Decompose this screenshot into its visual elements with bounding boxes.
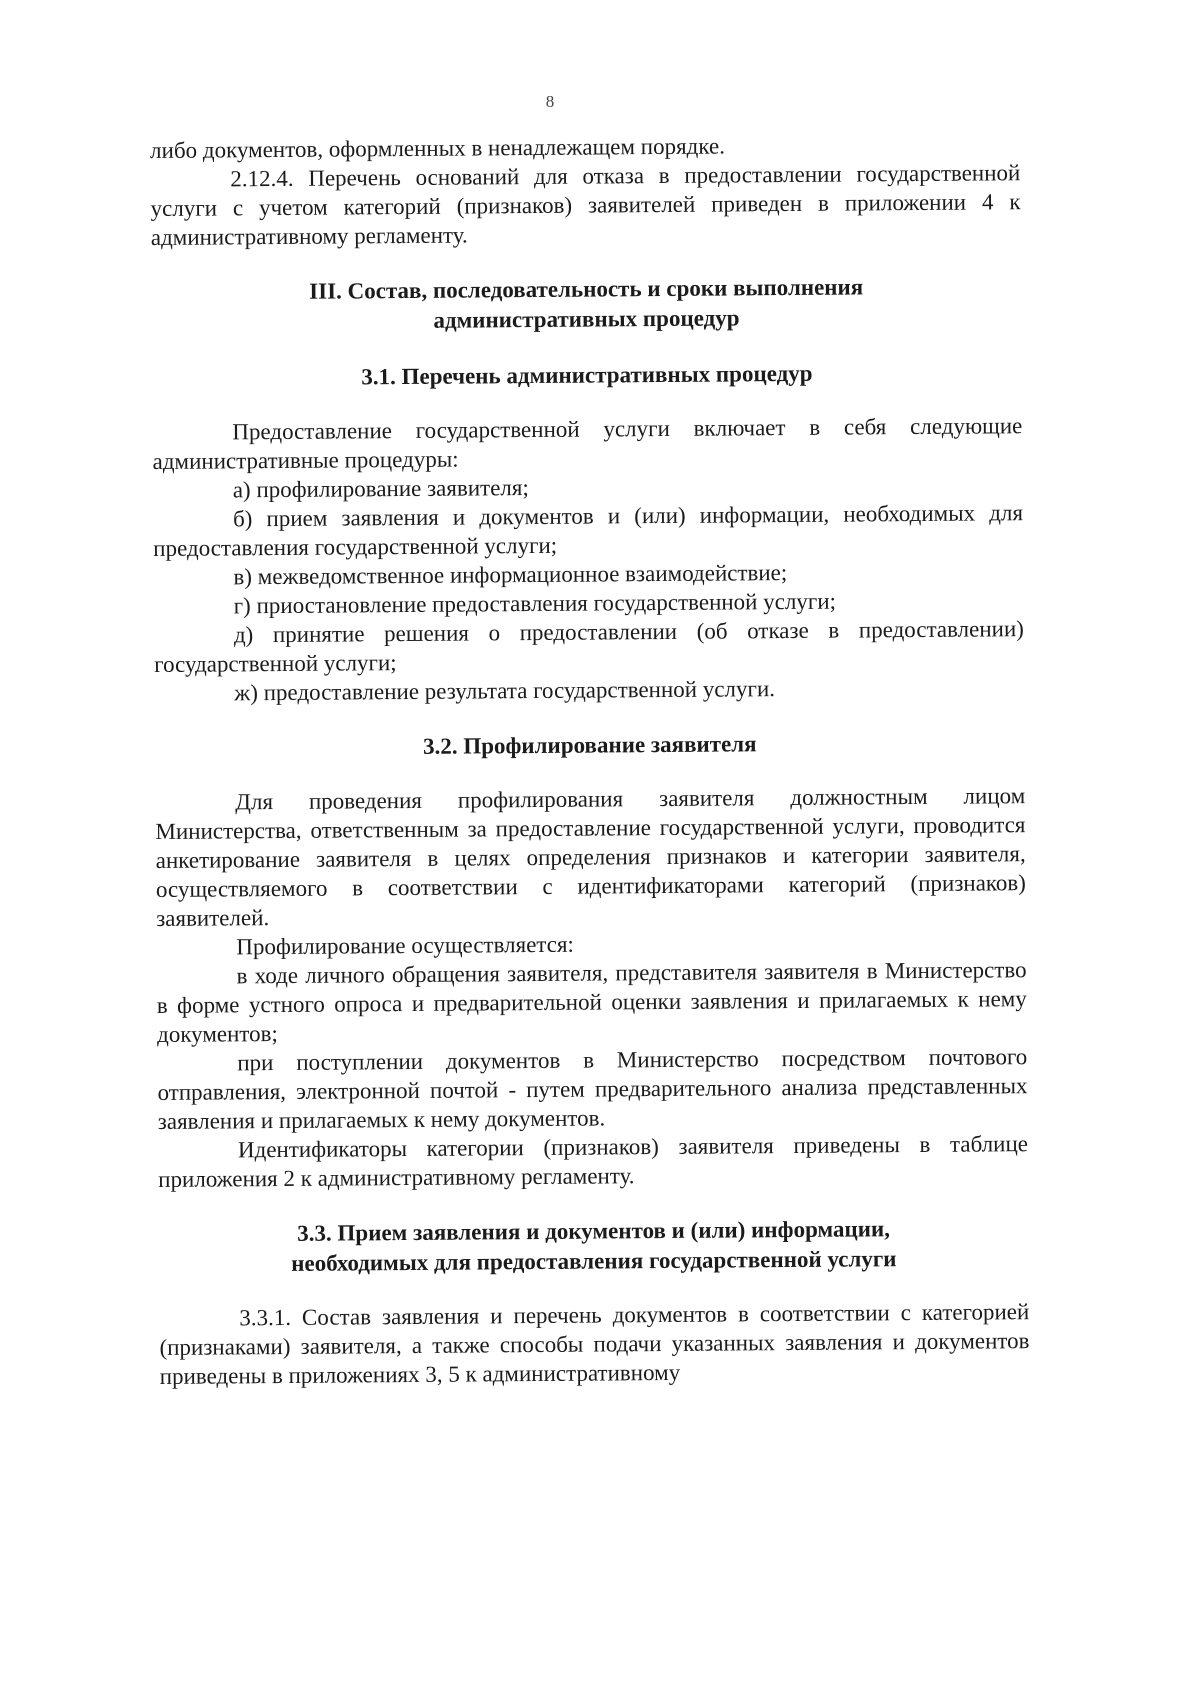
- section-3-3-heading: [159, 1213, 1029, 1280]
- section-3-2-paragraph-1: Для проведения профилирования заявителя должностным лицом Министерства, ответственным за предоставление государственной услуги, проводится анкетирование заявителя в целях определения признаков и категории заявителя, осуществляемого в соответствии с идентификаторами категорий (признаков) заявителей.: [155, 783, 1026, 931]
- section-3-heading: [151, 271, 1021, 338]
- section-3-2-paragraph-5: Идентификаторы категории (признаков) заявителя приведены в таблице приложения 2 к административному регламенту.: [158, 1131, 1029, 1192]
- section-3-1-body: [152, 411, 1024, 708]
- section-3-title-line-1: III. Состав, последовательность и сроки выполнения: [309, 274, 864, 304]
- section-3-2-paragraph-2: Профилирование осуществляется:: [236, 931, 574, 960]
- paragraph-2-12-4: 2.12.4. Перечень оснований для отказа в предоставлении государственной услуги с учетом категорий (признаков) заявителей приведен в приложении 4 к административному регламенту.: [150, 160, 1021, 250]
- section-3-3-title-line-1: 3.3. Прием заявления и документов и (или) информации,: [297, 1216, 891, 1246]
- section-3-1-intro: Предоставление государственной услуги включает в себя следующие административные процедуры:: [152, 413, 1023, 474]
- list-item-v: в) межведомственное информационное взаимодействие;: [233, 560, 788, 590]
- section-3-1-title: 3.1. Перечень административных процедур: [361, 360, 813, 390]
- section-3-3-title-line-2: необходимых для предоставления государственной услуги: [291, 1246, 897, 1276]
- paragraph-continuation: либо документов, оформленных в ненадлежащем порядке.: [150, 133, 725, 163]
- list-item-g: г) приостановление предоставления государственной услуги;: [233, 588, 837, 619]
- list-item-a: а) профилирование заявителя;: [232, 475, 529, 503]
- list-item-b: б) прием заявления и документов и (или) информации, необходимых для предоставления государственной услуги;: [153, 500, 1024, 561]
- section-3-2-paragraph-3: в ходе личного обращения заявителя, представителя заявителя в Министерство в форме устного опроса и предварительной оценки заявления и прилагаемых к нему документов;: [156, 957, 1027, 1047]
- section-3-2-body: [155, 781, 1028, 1194]
- paragraph-3-3-1: 3.3.1. Состав заявления и перечень документов в соответствии с категорией (признаками) заявителя, а также способы подачи указанных заявления и документов приведены в приложениях 3, 5 к административному: [159, 1299, 1030, 1389]
- section-3-3-body: [159, 1297, 1030, 1391]
- section-3-2-paragraph-4: при поступлении документов в Министерство посредством почтового отправления, электронной почтой - путем предварительного анализа представленных заявления и прилагаемых к нему документов.: [157, 1044, 1028, 1134]
- list-item-zh: ж) предоставление результата государственной услуги.: [234, 676, 776, 706]
- section-3-title-line-2: административных процедур: [433, 305, 740, 333]
- document-body: [150, 129, 1030, 1391]
- list-item-d: д) принятие решения о предоставлении (об отказе в предоставлении) государственной услуги;: [154, 616, 1024, 677]
- section-3-2-title: 3.2. Профилирование заявителя: [422, 731, 757, 759]
- page-number: 8: [545, 92, 555, 111]
